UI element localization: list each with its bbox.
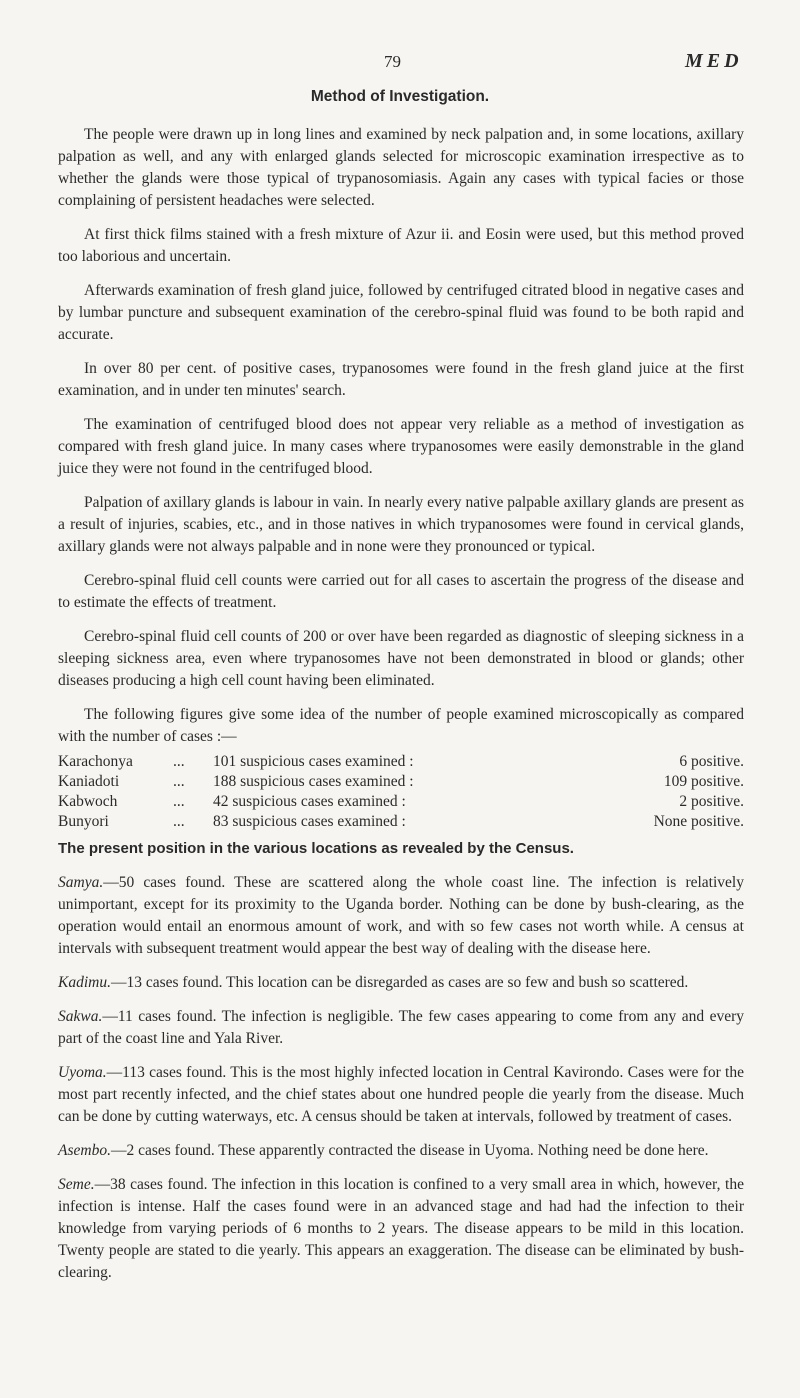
section-heading: Method of Investigation. <box>310 88 490 105</box>
location-paragraph <box>58 1006 744 1050</box>
location-paragraph <box>58 972 744 994</box>
paragraph: Cerebro-spinal fluid cell counts of 200 or over have been regarded as diagnostic of sleeping sickness in a sleeping sickness area, even where trypanosomes have not been demonstrated in blood or glands; other diseases producing a high cell count having been eliminated. <box>58 628 744 689</box>
location-text: —38 cases found. The infection in this location is confined to a very small area in which, however, the infection is intense. Half the cases found were in an advanced stage and had had the infection to their knowledge from varying periods of 6 months to 2 years. The disease appears to be mild in this location. Twenty people are stated to die yearly. This appears an exaggeration. The disease can be eliminated by bush-clearing. <box>58 1176 744 1281</box>
paragraph: Cerebro-spinal fluid cell counts were carried out for all cases to ascertain the progress of the disease and to estimate the effects of treatment. <box>58 572 744 611</box>
location-paragraph <box>58 872 744 960</box>
location-cell: Bunyori <box>58 813 109 830</box>
paragraph: In over 80 per cent. of positive cases, trypanosomes were found in the fresh gland juice at the first examination, and in under ten minutes' search. <box>58 360 744 399</box>
leader-dots: ... <box>173 793 185 810</box>
paragraph: The examination of centrifuged blood does not appear very reliable as a method of investigation as compared with fresh gland juice. In many cases where trypanosomes were easily demonstrable in the gland juice they were not found in the centrifuged blood. <box>58 416 744 477</box>
suspicious-cell: 42 suspicious cases examined : <box>213 793 406 810</box>
location-text: —2 cases found. These apparently contracted the disease in Uyoma. Nothing need be done here. <box>110 1142 709 1159</box>
leader-dots: ... <box>173 813 185 830</box>
paragraph: Palpation of axillary glands is labour in vain. In nearly every native palpable axillary glands are present as a result of injuries, scabies, etc., and in those natives in which trypanosomes were found in cervical glands, axillary glands were not always palpable and in none were they pronounced or typical. <box>58 494 744 555</box>
suspicious-cell: 188 suspicious cases examined : <box>213 773 414 790</box>
location-name: Uyoma. <box>58 1064 107 1081</box>
header-code: MED <box>685 50 743 72</box>
table-row <box>58 812 744 832</box>
location-name: Sakwa. <box>58 1008 103 1025</box>
location-paragraph <box>58 1062 744 1128</box>
leader-dots: ... <box>173 773 185 790</box>
location-text: —13 cases found. This location can be disregarded as cases are so few and bush so scattered. <box>110 974 689 991</box>
suspicious-cell: 101 suspicious cases examined : <box>213 753 414 770</box>
location-name: Samya. <box>58 874 104 891</box>
location-paragraph <box>58 1174 744 1284</box>
location-cell: Kabwoch <box>58 793 118 810</box>
location-text: —50 cases found. These are scattered along the whole coast line. The infection is relatively unimportant, except for its proximity to the Uganda border. Nothing can be done by bush-clearing, as the operation would entail an enormous amount of work, and with so few cases not worth while. A census at intervals with subsequent treatment would appear the best way of dealing with the disease here. <box>58 874 744 957</box>
positive-cell: 109 positive. <box>663 773 744 790</box>
page-number: 79 <box>384 52 401 71</box>
table-row <box>58 772 744 792</box>
location-name: Asembo. <box>58 1142 111 1159</box>
leader-dots: ... <box>173 753 185 770</box>
suspicious-cell: 83 suspicious cases examined : <box>213 813 406 830</box>
location-cell: Kaniadoti <box>58 773 120 790</box>
table-row <box>58 792 744 812</box>
paragraph: The following figures give some idea of the number of people examined microscopically as compared with the number of cases :— <box>58 706 744 745</box>
census-heading: The present position in the various locations as revealed by the Census. <box>58 840 574 857</box>
paragraph: Afterwards examination of fresh gland juice, followed by centrifuged citrated blood in negative cases and by lumbar puncture and subsequent examination of the cerebro-spinal fluid was found to be both rapid and accurate. <box>58 282 744 343</box>
positive-cell: 2 positive. <box>679 793 744 810</box>
positive-cell: 6 positive. <box>679 753 744 770</box>
location-text: —113 cases found. This is the most highly infected location in Central Kavirondo. Cases were for the most part recently infected, and the chief states about one hundred people die yearly from the disease. Much can be done by cutting waterways, etc. A census should be taken at intervals, followed by treatment of cases. <box>58 1064 744 1125</box>
location-paragraph <box>58 1140 744 1162</box>
paragraph: At first thick films stained with a fresh mixture of Azur ii. and Eosin were used, but this method proved too laborious and uncertain. <box>58 226 744 265</box>
location-text: —11 cases found. The infection is negligible. The few cases appearing to come from any and every part of the coast line and Yala River. <box>58 1008 744 1047</box>
location-cell: Karachonya <box>58 753 133 770</box>
table-row <box>58 752 744 772</box>
positive-cell: None positive. <box>653 813 744 830</box>
figures-table <box>58 752 744 832</box>
location-name: Seme. <box>58 1176 95 1193</box>
paragraph: The people were drawn up in long lines and examined by neck palpation and, in some locations, axillary palpation as well, and any with enlarged glands selected for microscopic examination irrespective as to whether the glands were those typical of trypanosomiasis. Again any cases with typical facies or those complaining of persistent headaches were selected. <box>58 126 744 209</box>
document-body <box>58 124 744 1296</box>
location-name: Kadimu. <box>58 974 111 991</box>
